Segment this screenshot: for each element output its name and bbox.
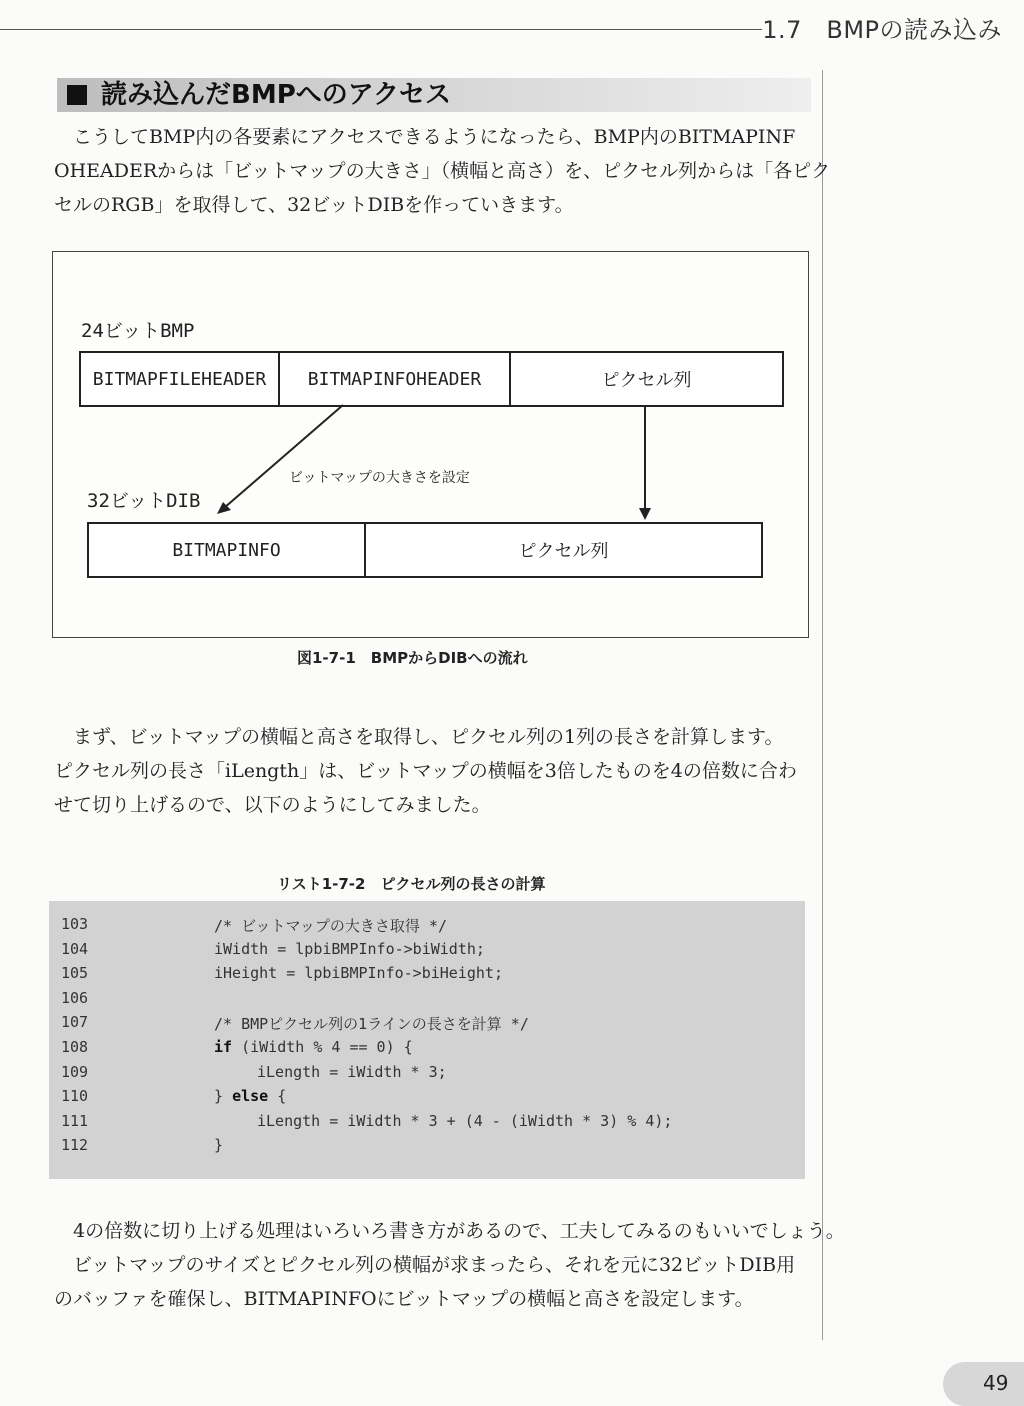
line-number: 110 xyxy=(61,1087,89,1106)
line-number: 112 xyxy=(61,1136,89,1155)
code-listing xyxy=(49,901,805,1179)
line-code: iHeight = lpbiBMPInfo->biHeight; xyxy=(214,964,503,983)
target-label: 32ビットDIB xyxy=(87,490,201,512)
target-cell-pixels: ピクセル列 xyxy=(518,541,609,562)
line-code: /* BMPピクセル列の1ラインの長さを計算 */ xyxy=(214,1015,529,1034)
source-cell-pixels: ピクセル列 xyxy=(601,370,692,391)
paragraph-line: まず、ビットマップの横幅と高さを取得し、ピクセル列の1列の長さを計算します。 xyxy=(54,726,784,748)
line-number: 109 xyxy=(61,1062,89,1081)
code-text: } xyxy=(214,1087,233,1106)
line-code: iLength = iWidth * 3; xyxy=(257,1062,447,1081)
code-keyword: if xyxy=(214,1038,233,1056)
middle-paragraph xyxy=(54,720,797,822)
running-header-title: 1.7 BMPの読み込み xyxy=(762,16,1002,44)
figure-caption: 図1-7-1 BMPからDIBへの流れ xyxy=(297,649,528,667)
line-number: 108 xyxy=(61,1038,89,1056)
figure-diagram xyxy=(52,251,809,638)
code-line xyxy=(49,1136,805,1161)
closing-paragraph xyxy=(54,1214,845,1316)
line-number: 103 xyxy=(61,915,89,933)
code-line xyxy=(49,1087,805,1112)
code-line xyxy=(49,1038,805,1063)
paragraph-line: 4の倍数に切り上げる処理はいろいろ書き方があるので、工夫してみるのもいいでしょう。 xyxy=(54,1220,845,1242)
line-code xyxy=(214,1038,413,1056)
paragraph-line: のバッファを確保し、BITMAPINFOにビットマップの横幅と高さを設定します。 xyxy=(54,1288,754,1310)
code-text: { xyxy=(268,1087,287,1106)
heading-square-icon xyxy=(67,85,87,105)
target-format-row xyxy=(87,522,763,578)
target-cell-bitmapinfo: BITMAPINFO xyxy=(89,524,366,576)
margin-rule xyxy=(822,70,823,1340)
code-text: (iWidth % 4 == 0) { xyxy=(232,1038,413,1056)
code-line xyxy=(49,1063,805,1088)
paragraph-line: ピクセル列の長さ「iLength」は、ビットマップの横幅を3倍したものを4の倍数に合わ xyxy=(54,760,797,782)
paragraph-line: セルのRGB」を取得して、32ビットDIBを作っていきます。 xyxy=(54,194,574,216)
header-rule xyxy=(0,29,762,30)
paragraph-line: こうしてBMP内の各要素にアクセスできるようになったら、BMP内のBITMAPINF xyxy=(54,126,796,148)
code-line xyxy=(49,1112,805,1137)
paragraph-line: せて切り上げるので、以下のようにしてみました。 xyxy=(54,794,491,816)
page-number-tab xyxy=(943,1362,1024,1406)
paragraph-line: ビットマップのサイズとピクセル列の横幅が求まったら、それを元に32ビットDIB用 xyxy=(54,1254,796,1276)
code-line xyxy=(49,940,805,965)
line-number: 111 xyxy=(61,1111,89,1130)
code-line xyxy=(49,915,805,940)
section-title: 読み込んだBMPへのアクセス xyxy=(101,80,451,110)
intro-paragraph xyxy=(54,120,830,222)
code-line xyxy=(49,1013,805,1038)
line-code: iWidth = lpbiBMPInfo->biWidth; xyxy=(214,939,485,958)
line-code xyxy=(214,1087,286,1105)
line-number: 107 xyxy=(61,1013,89,1032)
code-keyword: else xyxy=(232,1087,269,1106)
source-cell-infoheader: BITMAPINFOHEADER xyxy=(280,353,511,405)
flow-arrows xyxy=(53,252,808,637)
arrow-label: ビットマップの大きさを設定 xyxy=(289,470,470,486)
line-number: 106 xyxy=(61,988,89,1007)
page-number: 49 xyxy=(983,1371,1009,1395)
code-line xyxy=(49,989,805,1014)
section-heading xyxy=(57,78,811,112)
line-code: } xyxy=(214,1136,224,1155)
line-code: iLength = iWidth * 3 + (4 - (iWidth * 3) % 4); xyxy=(257,1111,673,1130)
listing-caption: リスト1-7-2 ピクセル列の長さの計算 xyxy=(277,875,546,893)
source-label: 24ビットBMP xyxy=(81,320,195,342)
line-code: /* ビットマップの大きさ取得 */ xyxy=(214,917,447,935)
info-arrow-line xyxy=(224,405,343,508)
code-line xyxy=(49,964,805,989)
line-number: 105 xyxy=(61,964,89,983)
paragraph-line: OHEADERからは「ビットマップの大きさ」（横幅と高さ）を、ピクセル列からは「各ピク xyxy=(54,160,831,182)
arrow-head-icon xyxy=(639,508,651,520)
line-number: 104 xyxy=(61,939,89,958)
source-cell-fileheader: BITMAPFILEHEADER xyxy=(81,353,280,405)
